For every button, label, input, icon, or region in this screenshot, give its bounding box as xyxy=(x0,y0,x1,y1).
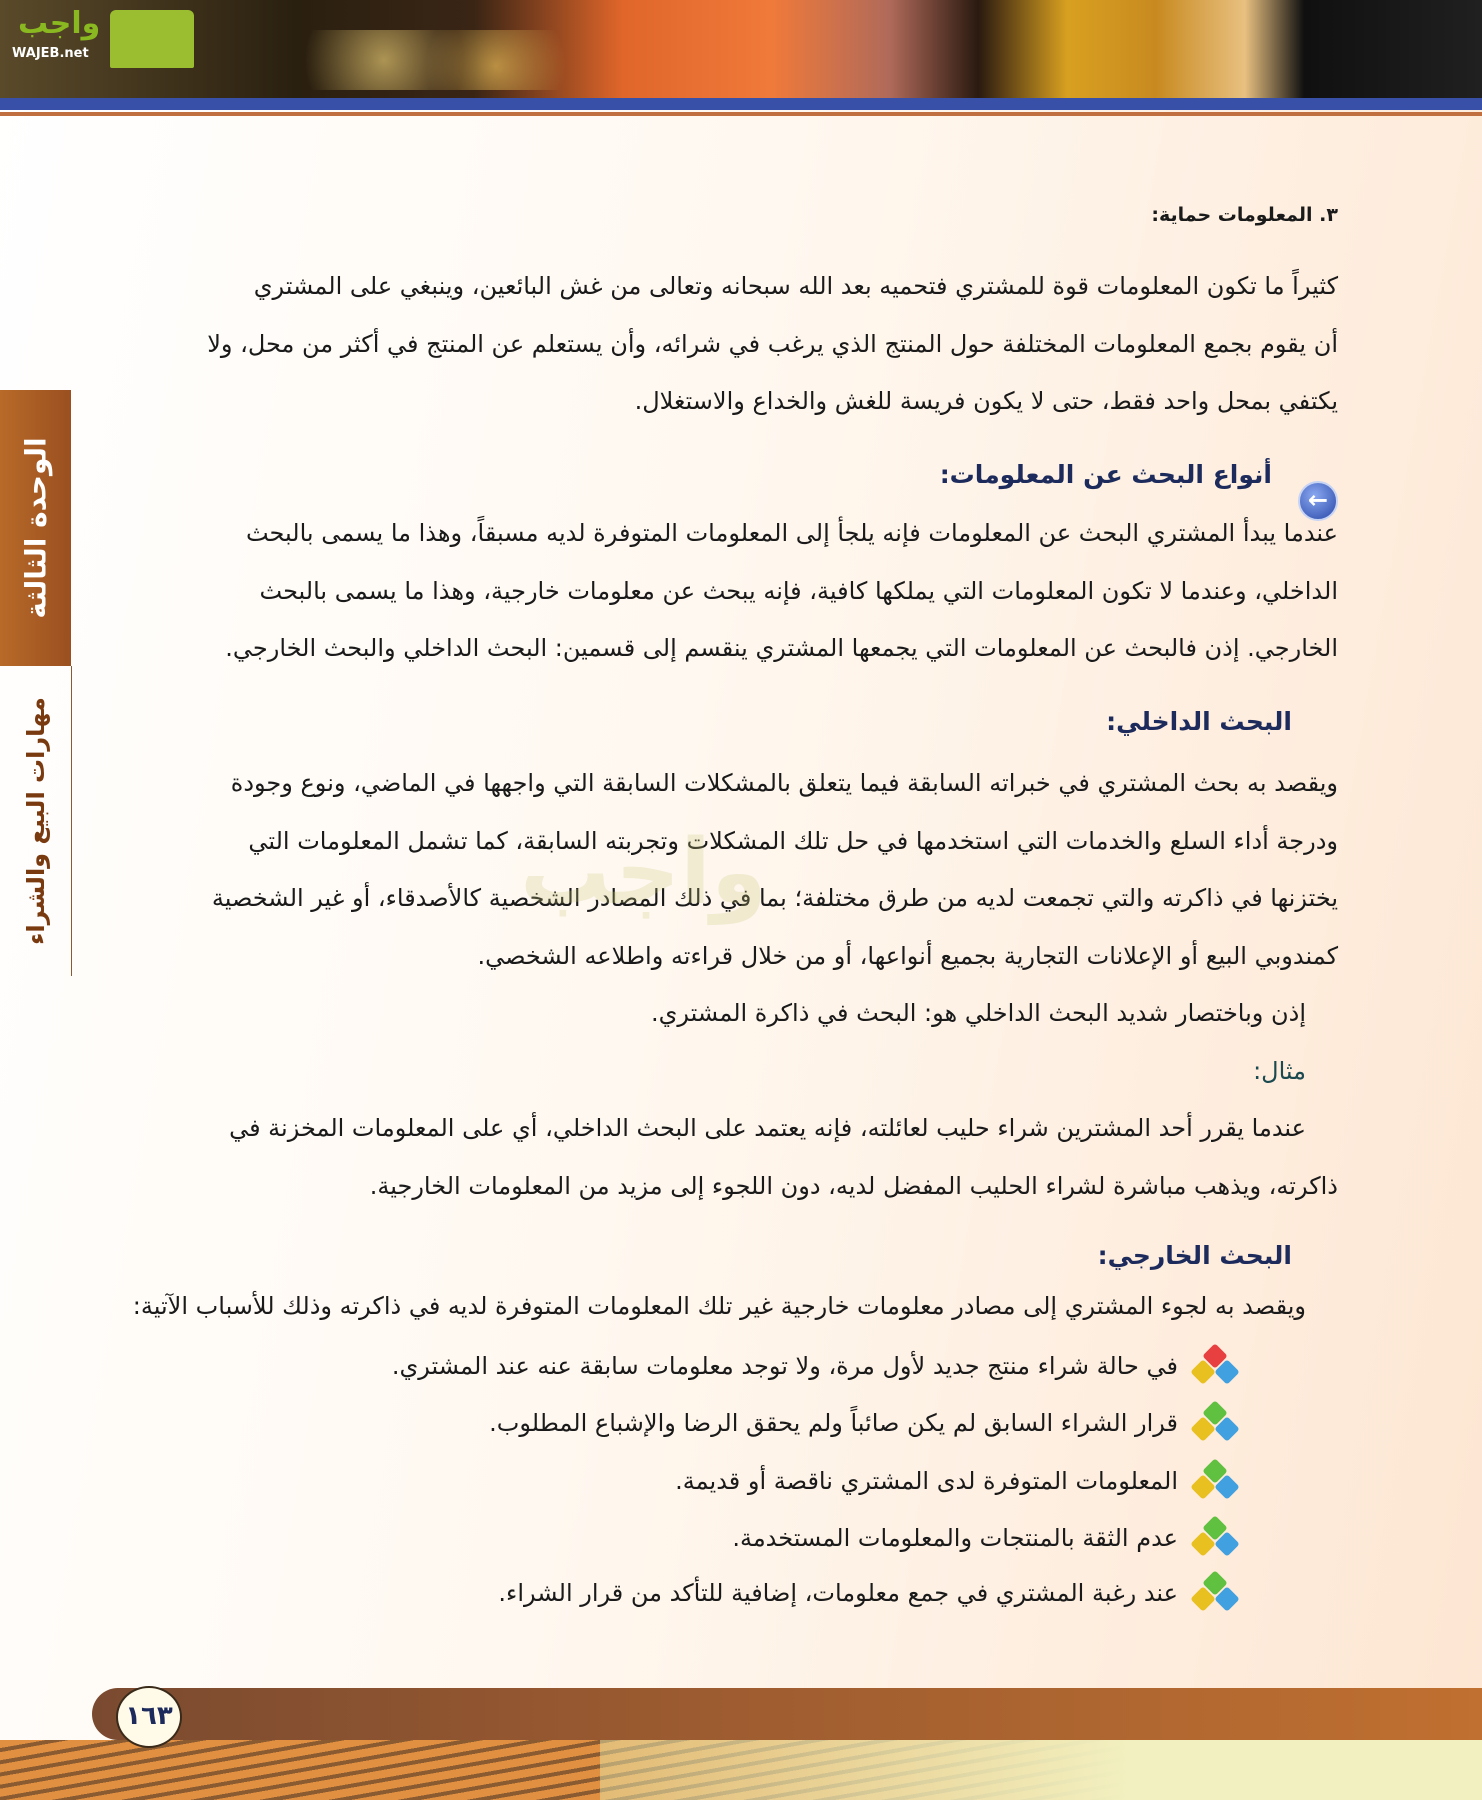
text-line: ودرجة أداء السلع والخدمات التي استخدمها في حل تلك المشكلات وتجربته السابقة، كما تشمل المعلومات التي xyxy=(248,826,1338,855)
paragraph-search-types xyxy=(107,505,1338,678)
footer-decoration xyxy=(0,1740,1482,1800)
text-line: ويقصد به بحث المشتري في خبراته السابقة فيما يتعلق بالمشكلات السابقة التي واجهها في الماضي، ونوع وجودة xyxy=(230,769,1338,797)
footer-band xyxy=(92,1688,1482,1740)
text-line: ويقصد به لجوء المشتري إلى مصادر معلومات خارجية غير تلك المعلومات المتوفرة لديه في ذاكرته وذلك للأسباب الآتية: xyxy=(132,1292,1306,1320)
unit-label: الوحدة الثالثة xyxy=(19,437,52,619)
heading-search-types: أنواع البحث عن المعلومات: xyxy=(939,460,1272,489)
cubes-icon xyxy=(1190,1404,1238,1446)
list-item-text: المعلومات المتوفرة لدى المشتري ناقصة أو قديمة. xyxy=(675,1467,1178,1495)
list-item-text: عند رغبة المشتري في جمع معلومات، إضافية للتأكد من قرار الشراء. xyxy=(498,1579,1178,1607)
list-item-text: في حالة شراء منتج جديد لأول مرة، ولا توجد معلومات سابقة عنه عند المشتري. xyxy=(391,1352,1178,1380)
list-item xyxy=(107,1456,1338,1506)
text-line: يكتفي بمحل واحد فقط، حتى لا يكون فريسة للغش والخداع والاستغلال. xyxy=(634,387,1338,415)
header-banner xyxy=(0,0,1482,98)
paragraph-external-search xyxy=(107,1278,1306,1336)
text-line: ذاكرته، ويذهب مباشرة لشراء الحليب المفضل لديه، دون اللجوء إلى مزيد من المعلومات الخارجية. xyxy=(369,1171,1338,1200)
watermark: واجب xyxy=(520,820,767,925)
example-label: مثال: xyxy=(1253,1056,1306,1085)
book-icon xyxy=(110,10,194,68)
logo-text-ar: واجب xyxy=(18,6,101,41)
logo-text-en: WAJEB.net xyxy=(12,46,89,61)
text-line: كثيراً ما تكون المعلومات قوة للمشتري فتحميه بعد الله سبحانه وتعالى من غش البائعين، وينبغي على المشتري xyxy=(253,272,1338,300)
heading-internal-search: البحث الداخلي: xyxy=(1106,707,1292,736)
list-item xyxy=(107,1341,1338,1391)
header-bar xyxy=(0,98,1482,110)
text-line: الداخلي، وعندما لا تكون المعلومات التي يملكها كافية، فإنه يبحث عن معلومات خارجية، وهذا ما يسمى بالبحث xyxy=(259,576,1338,605)
side-divider xyxy=(71,666,72,976)
cubes-icon xyxy=(1190,1574,1238,1616)
list-item xyxy=(107,1398,1338,1448)
section-title: ٣. المعلومات حماية: xyxy=(1151,204,1338,226)
text-line: الخارجي. إذن فالبحث عن المعلومات التي يجمعها المشتري ينقسم إلى قسمين: البحث الداخلي والبحث الخارجي. xyxy=(225,634,1338,662)
page-number: ١٦٣ xyxy=(116,1686,182,1748)
header-divider xyxy=(0,112,1482,116)
logo xyxy=(8,6,193,68)
paragraph-info-protection xyxy=(107,258,1338,431)
list-item-text: عدم الثقة بالمنتجات والمعلومات المستخدمة. xyxy=(732,1524,1178,1552)
cubes-icon xyxy=(1190,1462,1238,1504)
text-line: أن يقوم بجمع المعلومات المختلفة حول المنتج الذي يرغب في شرائه، وأن يستعلم عن المنتج في أكثر من محل، ولا xyxy=(207,329,1338,358)
heading-external-search: البحث الخارجي: xyxy=(1097,1241,1292,1270)
summary-line: إذن وباختصار شديد البحث الداخلي هو: البحث في ذاكرة المشتري. xyxy=(651,999,1306,1027)
text-line: عندما يقرر أحد المشترين شراء حليب لعائلته، فإنه يعتمد على البحث الداخلي، أي على المعلومات المخزنة في xyxy=(229,1114,1306,1142)
text-line: عندما يبدأ المشتري البحث عن المعلومات فإنه يلجأ إلى المعلومات المتوفرة لديه مسبقاً، وهذا ما يسمى بالبحث xyxy=(245,519,1338,547)
subject-tab xyxy=(0,666,71,976)
list-item-text: قرار الشراء السابق لم يكن صائباً ولم يحقق الرضا والإشباع المطلوب. xyxy=(489,1409,1178,1437)
cubes-icon xyxy=(1190,1519,1238,1561)
cubes-icon xyxy=(1190,1347,1238,1389)
text-line: يختزنها في ذاكرته والتي تجمعت لديه من طرق مختلفة؛ بما في ذلك المصادر الشخصية كالأصدقاء، أو غير الشخصية xyxy=(211,884,1338,912)
banner-image xyxy=(300,30,580,90)
subject-label: مهارات البيع والشراء xyxy=(21,697,50,945)
list-item xyxy=(107,1568,1338,1618)
unit-tab xyxy=(0,390,71,666)
text-line: كمندوبي البيع أو الإعلانات التجارية بجميع أنواعها، أو من خلال قراءته واطلاعه الشخصي. xyxy=(477,941,1338,970)
arrow-left-icon: ← xyxy=(1298,481,1338,521)
list-item xyxy=(107,1513,1338,1563)
